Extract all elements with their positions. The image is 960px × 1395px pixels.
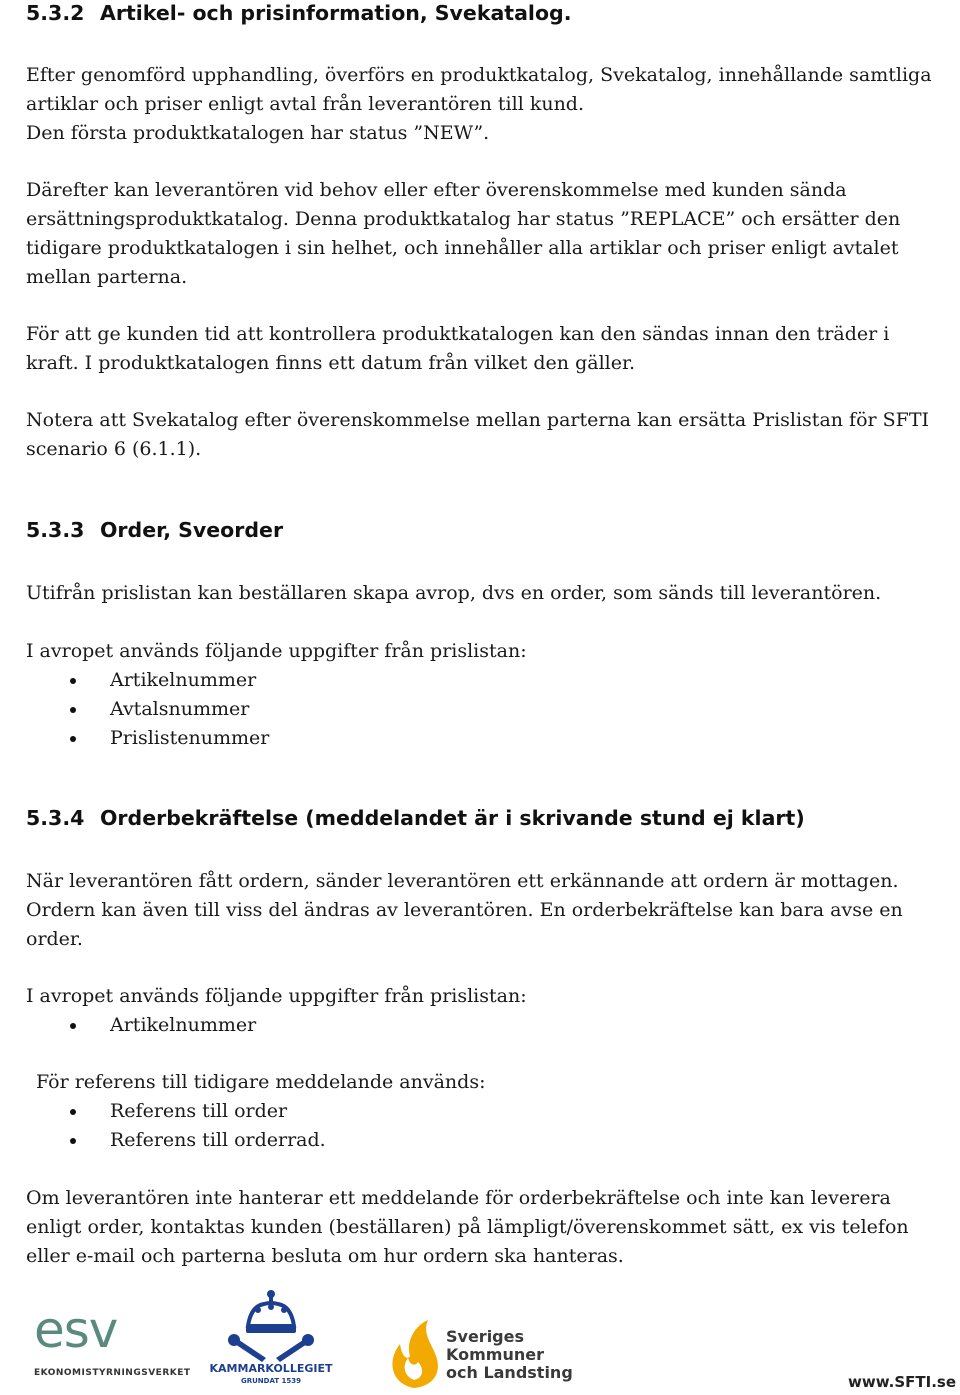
text-line: I avropet används följande uppgifter från prislistan: — [26, 640, 527, 662]
text-line: tidigare produktkatalogen i sin helhet, och innehåller alla artiklar och priser enligt avtalet — [26, 237, 899, 259]
section-heading-5-3-2 — [26, 0, 572, 26]
bullet-icon — [70, 1023, 76, 1029]
text-line: enligt order, kontaktas kunden (beställaren) på lämpligt/överenskommet sätt, ex vis telefon — [26, 1216, 909, 1238]
text-line: scenario 6 (6.1.1). — [26, 438, 202, 460]
text-line: Utifrån prislistan kan beställaren skapa avrop, dvs en order, som sänds till leverantören. — [26, 582, 882, 604]
text-line: För att ge kunden tid att kontrollera produktkatalogen kan den sändas innan den träder i — [26, 323, 890, 345]
text-line: eller e-mail och parterna besluta om hur ordern ska hanteras. — [26, 1245, 624, 1267]
text-line: Efter genomförd upphandling, överförs en produktkatalog, Svekatalog, innehållande samtliga — [26, 64, 932, 86]
kammarkollegiet-founded: GRUNDAT 1539 — [240, 1377, 302, 1385]
text-line: artiklar och priser enligt avtal från leverantören till kund. — [26, 93, 585, 115]
esv-logo-name: EKONOMISTYRNINGSVERKET — [34, 1368, 191, 1378]
section-heading-5-3-4 — [26, 805, 805, 831]
kammarkollegiet-name: KAMMARKOLLEGIET — [209, 1362, 333, 1375]
text-line: Notera att Svekatalog efter överenskommelse mellan parterna kan ersätta Prislistan för SFTI — [26, 409, 930, 431]
text-line: Om leverantören inte hanterar ett meddelande för orderbekräftelse och inte kan leverera — [26, 1187, 891, 1209]
section-title: Orderbekräftelse (meddelandet är i skrivande stund ej klart) — [100, 806, 805, 830]
text-line: För referens till tidigare meddelande används: — [36, 1071, 486, 1093]
text-line: ersättningsproduktkatalog. Denna produktkatalog har status ”REPLACE” och ersätter den — [26, 208, 901, 230]
section-heading-5-3-3 — [26, 517, 283, 543]
esv-logo — [34, 1300, 191, 1385]
bullet-icon — [70, 707, 76, 713]
kammarkollegiet-logo — [206, 1288, 336, 1388]
section-title: Artikel- och prisinformation, Svekatalog. — [100, 1, 572, 25]
flame-icon — [384, 1318, 444, 1390]
bullet-icon — [70, 736, 76, 742]
text-line: Ordern kan även till viss del ändras av leverantören. En orderbekräftelse kan bara avse en — [26, 899, 903, 921]
text-line: Den första produktkatalogen har status ”NEW”. — [26, 122, 490, 144]
text-line: I avropet används följande uppgifter från prislistan: — [26, 985, 527, 1007]
document-page: 5.3.2 Artikel- och prisinformation, Svekatalog. Efter genomförd upphandling, överförs en produktkatalog, Svekatalog, innehållande samtliga artiklar och priser enligt avtal från leverantören till kund. Den första produktkatalogen har status ”NEW”. Därefter kan leverantören vid behov eller efter överenskommelse med kunden sända ersättningsproduktkatalog. Denna produktkatalog har status ”REPLACE” och ersätter den tidigare produktkatalogen i sin helhet, och innehåller alla artiklar och priser enligt avtalet mellan parterna. För att ge kunden tid att kontrollera produktkatalogen kan den sändas innan den träder i kraft. I produktkatalogen finns ett datum från vilket den gäller. Notera att Svekatalog efter överenskommelse mellan parterna kan ersätta Prislistan för SFTI scenario 6 (6.1.1). 5.3.3 Order, Sveorder Utifrån prislistan kan beställaren skapa avrop, dvs en order, som sänds till leverantören. I avropet används följande uppgifter från prislistan: Artikelnummer Avtalsnummer Prislistenummer 5.3.4 Orderbekräftelse (meddelandet är i skrivande stund ej klart) När leverantören fått ordern, sänder leverantören ett erkännande att ordern är mottagen. Ordern kan även till viss del ändras av leverantören. En orderbekräftelse kan bara avse en order. I avropet används följande uppgifter från prislistan: Artikelnummer För referens till tidigare meddelande används: Referens till order Referens till orderrad. Om leverantören inte hanterar ett meddelande för orderbekräftelse och inte kan leverera enligt order, kontaktas kunden (beställaren) på lämpligt/överenskommet sätt, ex vis telefon eller e-mail och parterna besluta om hur ordern ska hanteras. esv EKONOMISTYRNINGSVERKET KAMMARKOLLEGIET GRUNDAT 1539 Sveriges Kommuner och Landsting www.SFTI.se — [26, 1, 956, 1391]
section-number: 5.3.4 — [26, 806, 85, 830]
section-title: Order, Sveorder — [100, 518, 284, 542]
text-line: kraft. I produktkatalogen finns ett datum från vilket den gäller. — [26, 352, 636, 374]
bullet-icon — [70, 678, 76, 684]
esv-logo-mark: esv — [34, 1301, 118, 1359]
bullet-icon — [70, 1109, 76, 1115]
bullet-icon — [70, 1138, 76, 1144]
section-number: 5.3.3 — [26, 518, 85, 542]
skl-logo — [384, 1318, 574, 1390]
text-line: order. — [26, 928, 83, 950]
footer-url: www.SFTI.se — [848, 1373, 956, 1391]
crown-icon — [206, 1288, 336, 1362]
text-line: När leverantören fått ordern, sänder leverantören ett erkännande att ordern är mottagen. — [26, 870, 899, 892]
text-line: Därefter kan leverantören vid behov eller efter överenskommelse med kunden sända — [26, 179, 847, 201]
skl-name: Sveriges Kommuner och Landsting — [446, 1327, 573, 1382]
text-line: mellan parterna. — [26, 266, 188, 288]
section-number: 5.3.2 — [26, 1, 85, 25]
